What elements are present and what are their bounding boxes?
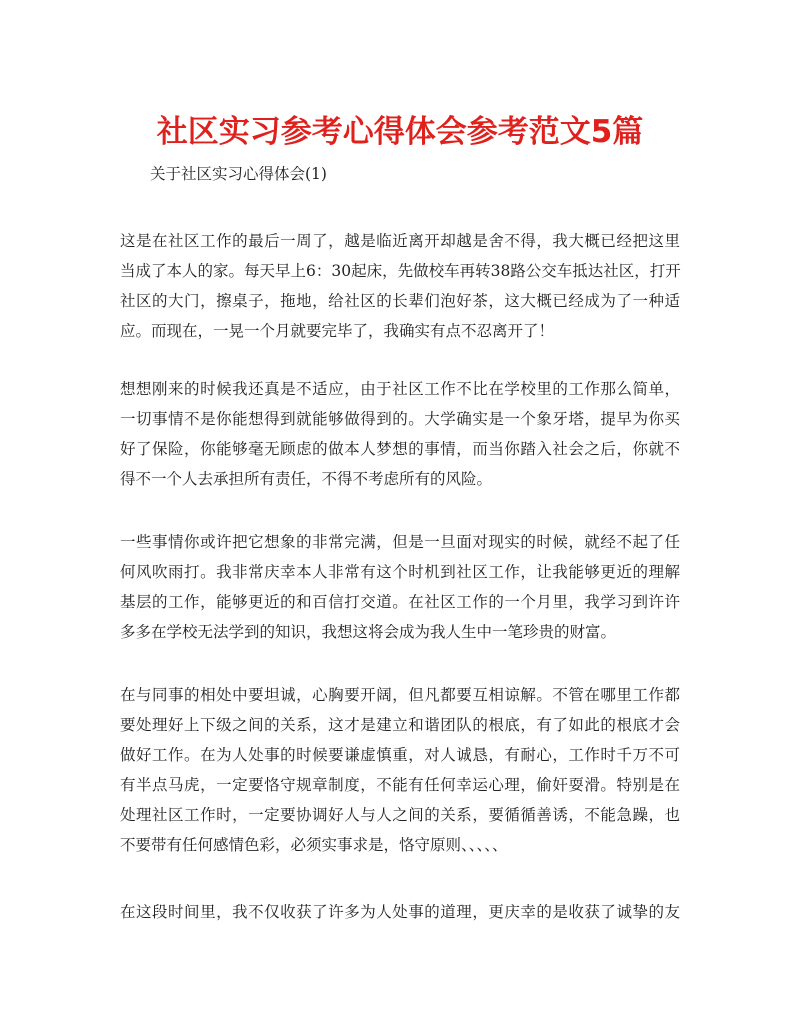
- paragraph-line: 基层的工作，能够更近的和百信打交道。在社区工作的一个月里，我学习到许许: [120, 593, 680, 611]
- paragraph-line: 得不一个人去承担所有责任，不得不考虑所有的风险。: [120, 470, 493, 488]
- paragraph-5: [120, 897, 680, 927]
- paragraph-2: [120, 374, 680, 494]
- paragraph-line: 处理社区工作时，一定要协调好人与人之间的关系，要循循善诱，不能急躁，也: [120, 806, 680, 824]
- paragraph-line: 好了保险，你能够毫无顾虑的做本人梦想的事情，而当你踏入社会之后，你就不: [120, 440, 680, 458]
- paragraph-line: 当成了本人的家。每天早上6：30起床，先做校车再转38路公交车抵达社区，打开: [120, 262, 681, 280]
- paragraph-line: 不要带有任何感情色彩，必须实事求是，恪守原则、、、、、: [120, 836, 508, 854]
- paragraph-line: 一切事情不是你能想得到就能够做得到的。大学确实是一个象牙塔，提早为你买: [120, 410, 680, 428]
- paragraph-line: 一些事情你或许把它想象的非常完满，但是一旦面对现实的时候，就经不起了任: [120, 533, 680, 551]
- paragraph-line: 社区的大门，擦桌子，拖地，给社区的长辈们泡好茶，这大概已经成为了一种适: [120, 292, 680, 310]
- paragraph-line: 要处理好上下级之间的关系，这才是建立和谐团队的根底，有了如此的根底才会: [120, 716, 680, 734]
- paragraph-line: 多多在学校无法学到的知识，我想这将会成为我人生中一笔珍贵的财富。: [120, 623, 617, 641]
- paragraph-line: 想想刚来的时候我还真是不适应，由于社区工作不比在学校里的工作那么简单，: [120, 380, 680, 398]
- paragraph-line: 在与同事的相处中要坦诚，心胸要开阔，但凡都要互相谅解。不管在哪里工作都: [120, 686, 680, 704]
- paragraph-1: [120, 226, 680, 346]
- paragraph-line: 何风吹雨打。我非常庆幸本人非常有这个时机到社区工作，让我能够更近的理解: [120, 563, 680, 581]
- paragraph-4: [120, 680, 680, 860]
- paragraph-3: [120, 527, 680, 647]
- document-title: 社区实习参考心得体会参考范文5篇: [156, 114, 644, 150]
- paragraph-line: 在这段时间里，我不仅收获了许多为人处事的道理，更庆幸的是收获了诚挚的友: [120, 903, 680, 921]
- paragraph-line: 做好工作。在为人处事的时候要谦虚慎重，对人诚恳，有耐心，工作时千万不可: [120, 746, 680, 764]
- paragraph-line: 有半点马虎，一定要恪守规章制度，不能有任何幸运心理，偷奸耍滑。特别是在: [120, 776, 680, 794]
- paragraph-line: 应。而现在，一晃一个月就要完毕了，我确实有点不忍离开了！: [120, 322, 555, 340]
- document-subtitle: 关于社区实习心得体会(1): [150, 165, 327, 183]
- paragraph-line: 这是在社区工作的最后一周了，越是临近离开却越是舍不得，我大概已经把这里: [120, 232, 680, 250]
